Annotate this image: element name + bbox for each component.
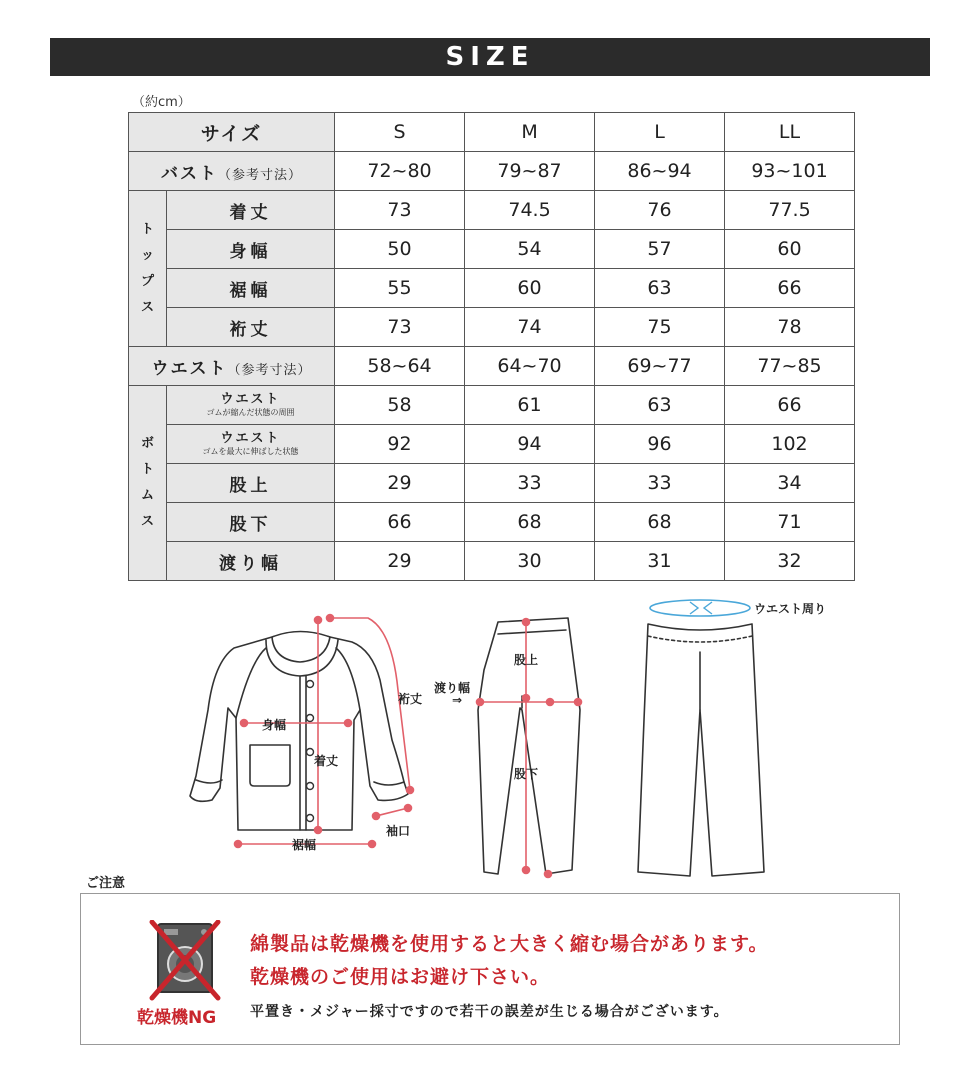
row-label: 裾幅 [167, 269, 335, 308]
table-cell: 58~64 [335, 347, 465, 386]
table-cell: 93~101 [725, 152, 855, 191]
table-row [129, 230, 855, 269]
size-table [128, 112, 855, 581]
tops-group-text: ト ッ プ ス [140, 221, 154, 315]
row-label: 着丈 [167, 191, 335, 230]
measurement-diagram [0, 590, 980, 880]
table-cell: 78 [725, 308, 855, 347]
table-cell: 66 [335, 503, 465, 542]
label-sodeguchi: 袖口 [386, 824, 411, 838]
table-cell: 77.5 [725, 191, 855, 230]
row-label: 渡り幅 [167, 542, 335, 581]
dryer-ng-icon [146, 920, 224, 1002]
table-cell: 77~85 [725, 347, 855, 386]
size-s: S [335, 113, 465, 152]
label-susohaba: 裾幅 [292, 838, 317, 852]
table-cell: 92 [335, 425, 465, 464]
table-cell: 68 [595, 503, 725, 542]
label-kitake: 着丈 [314, 754, 339, 768]
table-row [129, 425, 855, 464]
bust-label-text: バスト [161, 163, 218, 184]
table-row [129, 464, 855, 503]
label-yukitake: 裄丈 [398, 692, 423, 706]
table-row [129, 152, 855, 191]
table-row [129, 542, 855, 581]
jacket-pocket [250, 745, 290, 786]
table-cell: 66 [725, 269, 855, 308]
label-mihaba: 身幅 [262, 718, 287, 732]
waist-label [129, 347, 335, 386]
dryer-ng-label: 乾燥機NG [137, 1008, 217, 1028]
table-row [129, 347, 855, 386]
table-cell: 94 [465, 425, 595, 464]
tops-group-label [129, 191, 167, 347]
arrow-icon: ⇒ [452, 693, 463, 707]
row-label: 股上 [167, 464, 335, 503]
table-cell: 55 [335, 269, 465, 308]
table-cell: 63 [595, 386, 725, 425]
table-cell: 72~80 [335, 152, 465, 191]
row-label-sub: ゴムを最大に伸ばした状態 [202, 446, 299, 456]
table-cell: 64~70 [465, 347, 595, 386]
waist-note: （参考寸法） [227, 362, 312, 378]
table-cell: 29 [335, 542, 465, 581]
row-label-main: ウエスト [220, 430, 281, 446]
row-label-sub: ゴムが縮んだ状態の周囲 [206, 407, 295, 417]
table-cell: 54 [465, 230, 595, 269]
table-row [129, 191, 855, 230]
waist-ellipse [650, 600, 750, 616]
table-cell: 75 [595, 308, 725, 347]
table-cell: 66 [725, 386, 855, 425]
table-row [129, 269, 855, 308]
table-cell: 32 [725, 542, 855, 581]
size-l: L [595, 113, 725, 152]
table-cell: 60 [465, 269, 595, 308]
table-header-row [129, 113, 855, 152]
bust-label [129, 152, 335, 191]
table-cell: 79~87 [465, 152, 595, 191]
table-cell: 74 [465, 308, 595, 347]
table-row [129, 308, 855, 347]
label-matagami: 股上 [514, 653, 539, 667]
notice-line-1: 綿製品は乾燥機を使用すると大きく縮む場合があります。 [250, 933, 769, 955]
notice-line-2: 乾燥機のご使用はお避け下さい。 [250, 966, 551, 988]
table-cell: 50 [335, 230, 465, 269]
table-cell: 57 [595, 230, 725, 269]
row-label-main: ウエスト [220, 391, 281, 407]
label-matashita: 股下 [514, 767, 539, 781]
size-m: M [465, 113, 595, 152]
notice-line-3: 平置き・メジャー採寸ですので若干の誤差が生じる場合がございます。 [250, 1004, 729, 1020]
row-label: 裄丈 [167, 308, 335, 347]
label-waist-around: ウエスト周り [754, 602, 827, 616]
unit-note: （約cm） [132, 95, 191, 110]
size-header-label: サイズ [129, 113, 335, 152]
table-cell: 63 [595, 269, 725, 308]
table-cell: 33 [465, 464, 595, 503]
pants-front-outline [638, 624, 764, 876]
table-cell: 29 [335, 464, 465, 503]
table-cell: 61 [465, 386, 595, 425]
table-cell: 86~94 [595, 152, 725, 191]
table-cell: 102 [725, 425, 855, 464]
table-cell: 73 [335, 308, 465, 347]
table-cell: 69~77 [595, 347, 725, 386]
label-watarihaba: 渡り幅 [434, 681, 471, 695]
table-cell: 76 [595, 191, 725, 230]
table-cell: 68 [465, 503, 595, 542]
table-cell: 33 [595, 464, 725, 503]
jacket-collar [272, 637, 330, 662]
size-ll: LL [725, 113, 855, 152]
table-row [129, 386, 855, 425]
row-label: 股下 [167, 503, 335, 542]
table-row [129, 503, 855, 542]
notice-title: ご注意 [86, 876, 126, 891]
bottoms-group-text: ボ ト ム ス [140, 436, 154, 529]
bottoms-group-label [129, 386, 167, 581]
table-cell: 60 [725, 230, 855, 269]
waist-label-text: ウエスト [151, 358, 228, 379]
bust-note: （参考寸法） [218, 167, 303, 183]
table-cell: 58 [335, 386, 465, 425]
row-label [167, 425, 335, 464]
size-banner: SIZE [50, 38, 930, 76]
table-cell: 71 [725, 503, 855, 542]
table-cell: 30 [465, 542, 595, 581]
row-label: 身幅 [167, 230, 335, 269]
table-cell: 74.5 [465, 191, 595, 230]
table-cell: 31 [595, 542, 725, 581]
row-label [167, 386, 335, 425]
table-cell: 73 [335, 191, 465, 230]
table-cell: 34 [725, 464, 855, 503]
table-cell: 96 [595, 425, 725, 464]
